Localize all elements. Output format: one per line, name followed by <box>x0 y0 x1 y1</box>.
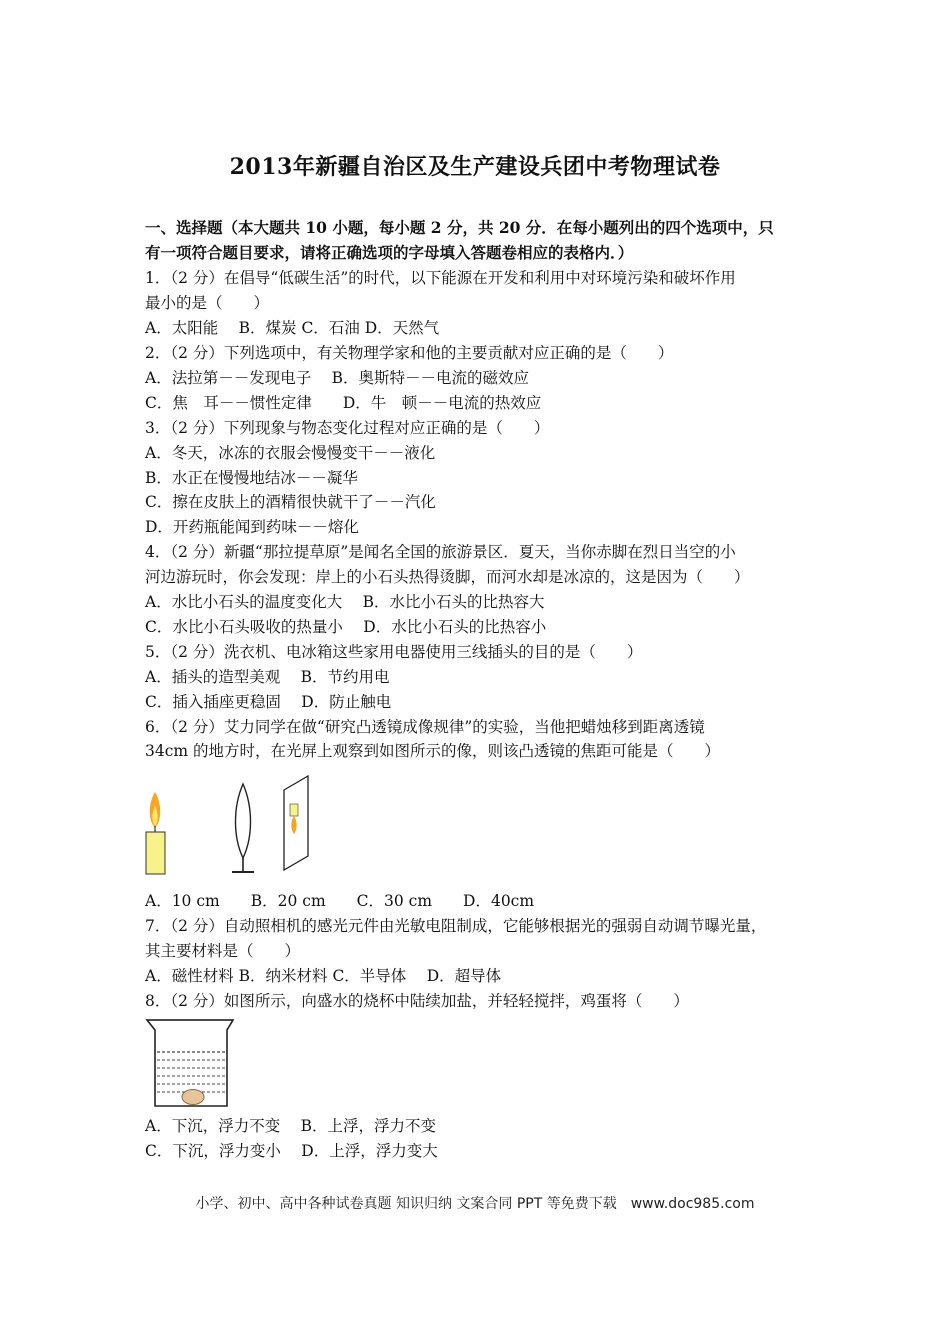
q1-stem-2: 最小的是（ ） <box>145 294 270 312</box>
q4-options-cd: C．水比小石头吸收的热量小 D．水比小石头的比热容小 <box>145 618 547 636</box>
page-title: 2013年新疆自治区及生产建设兵团中考物理试卷 <box>229 154 721 180</box>
page-footer: 小学、初中、高中各种试卷真题 知识归纳 文案合同 PPT 等免费下载 www.doc985.com <box>195 1196 755 1212</box>
q1-stem-1: 1．（2 分）在倡导“低碳生活”的时代，以下能源在开发和利用中对环境污染和破坏作用 <box>145 269 736 287</box>
q3-option-d: D．开药瓶能闻到药味－－熔化 <box>145 518 359 536</box>
q5-options-ab: A．插头的造型美观 B．节约用电 <box>145 668 390 686</box>
q2-options-ab: A．法拉第－－发现电子 B．奥斯特－－电流的磁效应 <box>145 369 530 387</box>
q5-stem: 5．（2 分）洗衣机、电冰箱这些家用电器使用三线插头的目的是（ ） <box>145 643 643 661</box>
section-heading-1: 一、选择题（本大题共 10 小题，每小题 2 分，共 20 分．在每小题列出的四个选项中，只 <box>145 218 774 237</box>
q8-options-cd: C．下沉，浮力变小 D．上浮，浮力变大 <box>145 1142 438 1160</box>
light-screen-icon <box>284 776 308 870</box>
q4-stem-2: 河边游玩时，你会发现：岸上的小石头热得烫脚，而河水却是冰凉的，这是因为（ ） <box>145 568 750 586</box>
section-heading-2: 有一项符合题目要求，请将正确选项的字母填入答题卷相应的表格内．） <box>145 243 634 262</box>
q4-options-ab: A．水比小石头的温度变化大 B．水比小石头的比热容大 <box>145 593 545 611</box>
q7-stem-2: 其主要材料是（ ） <box>145 942 301 960</box>
q3-option-a: A．冬天，冰冻的衣服会慢慢变干－－液化 <box>145 444 436 462</box>
beaker-egg-figure <box>143 1016 238 1111</box>
q2-stem: 2．（2 分）下列选项中，有关物理学家和他的主要贡献对应正确的是（ ） <box>145 344 674 362</box>
q7-stem-1: 7．（2 分）自动照相机的感光元件由光敏电阻制成，它能够根据光的强弱自动调节曝光量， <box>145 917 767 935</box>
q6-stem-2: 34cm 的地方时，在光屏上观察到如图所示的像，则该凸透镜的焦距可能是（ ） <box>145 742 721 760</box>
q8-stem: 8．（2 分）如图所示，向盛水的烧杯中陆续加盐，并轻轻搅拌，鸡蛋将（ ） <box>145 992 689 1010</box>
egg-icon <box>182 1090 204 1105</box>
q1-options: A．太阳能 B．煤炭 C．石油 D．天然气 <box>145 319 440 337</box>
q2-options-cd: C．焦 耳－－惯性定律 D．牛 顿－－电流的热效应 <box>145 394 542 412</box>
q3-stem: 3．（2 分）下列现象与物态变化过程对应正确的是（ ） <box>145 419 550 437</box>
q7-options: A．磁性材料 B．纳米材料 C．半导体 D．超导体 <box>145 967 502 985</box>
candle-icon <box>146 792 165 874</box>
q6-options: A．10 cm B．20 cm C．30 cm D．40cm <box>145 892 535 910</box>
lens-experiment-figure <box>138 772 328 884</box>
q8-options-ab: A．下沉，浮力不变 B．上浮，浮力不变 <box>145 1117 437 1135</box>
q4-stem-1: 4．（2 分）新疆“那拉提草原”是闻名全国的旅游景区．夏天，当你赤脚在烈日当空的小 <box>145 543 736 561</box>
q5-options-cd: C．插入插座更稳固 D．防止触电 <box>145 693 392 711</box>
convex-lens-icon <box>232 784 254 872</box>
q6-stem-1: 6．（2 分）艾力同学在做“研究凸透镜成像规律”的实验，当他把蜡烛移到距离透镜 <box>145 718 705 736</box>
q3-option-b: B．水正在慢慢地结冰－－凝华 <box>145 469 358 487</box>
q3-option-c: C．擦在皮肤上的酒精很快就干了－－汽化 <box>145 493 436 511</box>
